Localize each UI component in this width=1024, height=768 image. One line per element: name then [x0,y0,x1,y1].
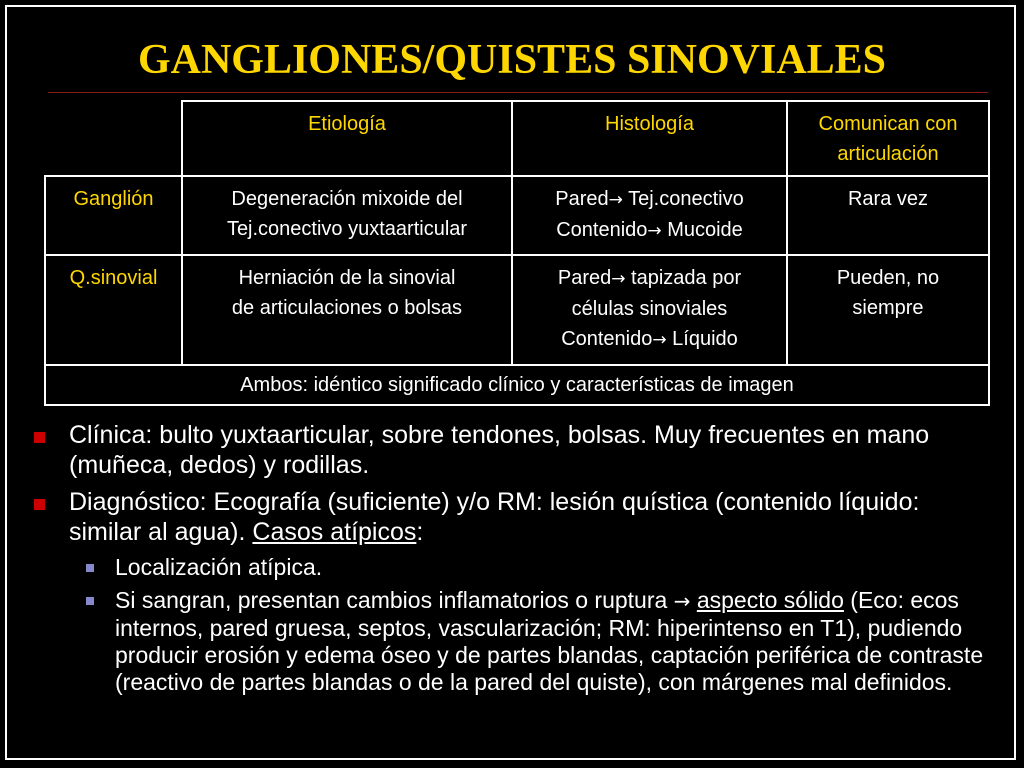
header-comunican [787,101,989,176]
table-corner-cell [45,101,182,176]
table-header-row [45,101,989,176]
bullet-clinica: Clínica: bulto yuxtaarticular, sobre tendones, bolsas. Muy frecuentes en mano (muñeca, dedos) y rodillas. [34,420,994,480]
sub-bullet-localizacion: Localización atípica. [34,554,994,581]
cell-histologia-qsinovial [512,255,787,365]
row-label-ganglion: Ganglión [45,176,182,255]
cell-line: Degeneración mixoide del [231,188,463,210]
arrow-right-icon: → [647,221,662,241]
casos-atipicos-text: Casos atípicos [252,518,417,546]
bullet-text: : [416,518,424,546]
slide-title: GANGLIONES/QUISTES SINOVIALES [137,37,887,83]
arrow-right-icon: → [608,190,623,210]
bullet-diagnostico [34,487,994,547]
cell-comunican-qsinovial [787,255,989,365]
cell-line: siempre [852,297,924,319]
arrow-right-icon: → [652,330,667,350]
header-line: Etiología [308,113,386,135]
header-histologia [512,101,787,176]
cell-etiologia-qsinovial [182,255,512,365]
cell-line: Pared→ Tej.conectivo [555,188,744,210]
cell-comunican-ganglion [787,176,989,255]
cell-histologia-ganglion [512,176,787,255]
cell-line: Pueden, no [836,267,940,289]
sub-bullet-sangran [34,587,994,696]
cell-line: Herniación de la sinovial [238,267,456,289]
table-footer-row [45,365,989,405]
arrow-right-icon: → [673,589,691,613]
bullet-text: (Eco: ecos internos, pared gruesa, septos, vascularización; RM: hiperintenso en T1), pudiendo producir erosión y edema óseo y de partes blandas, captación periférica de contraste (reactivo de partes blandas o de la pared del quiste), con márgenes mal definidos. [115,587,984,695]
cell-line: de articulaciones o bolsas [231,297,463,319]
cell-line: Rara vez [847,188,929,210]
table-footer-cell: Ambos: idéntico significado clínico y características de imagen [45,365,989,405]
cell-etiologia-ganglion [182,176,512,255]
table-row-qsinovial [45,255,989,365]
comparison-table [44,100,990,406]
aspecto-solido-text: aspecto sólido [696,587,844,613]
header-etiologia [182,101,512,176]
cell-line: Contenido→ Mucoide [556,219,743,241]
bullet-list [34,420,994,702]
arrow-right-icon: → [611,269,626,289]
row-label-qsinovial: Q.sinovial [45,255,182,365]
title-divider [48,92,988,93]
table-row-ganglion [45,176,989,255]
header-line: Comunican con [818,113,958,135]
cell-line: células sinoviales [571,298,728,320]
bullet-text: Si sangran, presentan cambios inflamatorios o ruptura [115,587,674,613]
cell-line: Contenido→ Líquido [561,328,738,350]
cell-line: Tej.conectivo yuxtaarticular [226,218,468,240]
cell-line: Pared→ tapizada por [557,267,742,289]
bullet-text: Diagnóstico: Ecografía (suficiente) y/o RM: lesión quística (contenido líquido: similar al agua). [69,488,920,546]
header-line: articulación [837,143,939,165]
header-line: Histología [605,113,694,135]
